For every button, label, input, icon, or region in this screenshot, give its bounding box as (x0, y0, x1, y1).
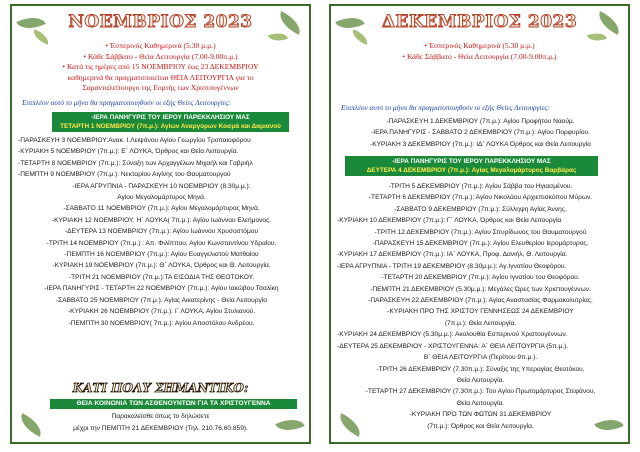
service-item: Αγίου Μεγαλομάρτυρος Μηνά. (117, 194, 206, 202)
service-item: -ΤΕΤΑΡΤΗ 8 ΝΟΕΜΒΡΙΟΥ (7π.μ.): Σύναξη των Αρχαγγέλων Μιχαήλ και Γαβριήλ (18, 159, 253, 167)
service-item: Β΄ ΘΕΙΑ ΛΕΙΤΟΥΡΓΙΑ (Περίπου 9π.μ.). (423, 354, 538, 362)
footer-line: Παρακαλείσθε όπως το δηλώσετε (111, 413, 210, 420)
service-item: -ΚΥΡΙΑΚΗ 5 ΝΟΕΜΒΡΙΟΥ (7π.μ.): Ε΄ ΛΟΥΚΑ, Όρθρος και Θεία Λειτουργία. (18, 148, 239, 156)
intro-notes (20, 41, 301, 94)
services-subtitle: Επιπλέον αυτό το μήνα θα πραγματοποιηθούν οι εξής Θείες Λειτουργίες: (22, 98, 231, 107)
feast-banner-line: ΤΕΤΑΡΤΗ 1 ΝΟΕΜΒΡΙΟΥ (7π.μ.): Αγίων Αναργύρων Κοσμά και Δαμιανού (60, 123, 281, 131)
service-item: -ΙΕΡΑ ΠΑΝΗΓΥΡΙΣ - ΣΑΒΒΑΤΟ 2 ΔΕΚΕΜΒΡΙΟΥ (7π.μ.): Αγίου Πορφυρίου. (371, 129, 590, 137)
page-title: ΔΕΚΕΜΒΡΙΟΣ 2023 (381, 12, 578, 32)
service-item: -ΣΑΒΒΑΤΟ 11 ΝΟΕΜΒΡΙΟΥ (7π.μ.): Αγίου Μεγαλομάρτυρος Μηνά. (63, 205, 260, 213)
intro-line: • Έσπερινός Καθημερινά (5.30 μ.μ.) (105, 41, 216, 50)
service-item: (7π.μ.): Θεία Λειτουργία. (444, 319, 517, 327)
intro-line: καθημερινά θα πραγματοποιείται ΘΕΙΑ ΛΕΙΤΟΥΡΓΙΑ για το (67, 72, 254, 82)
service-item: -ΠΕΜΠΤΗ 21 ΔΕΚΕΜΒΡΙΟΥ (5.30μ.μ.): Μεγάλες Ώρες των Χριστουγέννων. (370, 285, 591, 293)
intro-notes (339, 41, 620, 62)
communion-banner: ΘΕΙΑ ΚΟΙΝΩΝΙΑ ΤΩΝ ΑΣΘΕΝΟΥΝΤΩΝ ΓΙΑ ΤΑ ΧΡΙΣΤΟΥΓΕΝΝΑ (50, 399, 297, 409)
feast-banner-line: -ΙΕΡΑ ΠΑΝΗΓΥΡΙΣ ΤΟΥ ΙΕΡΟΥ ΠΑΡΕΚΚΛΗΣΙΟΥ ΜΑΣ (392, 158, 551, 165)
service-item: -ΚΥΡΙΑΚΗ 24 ΔΕΚΕΜΒΡΙΟΥ (5.30μ.μ.): Ακολουθία Εσπερινού Χριστουγέννων. (337, 331, 568, 339)
service-item: -ΚΥΡΙΑΚΗ 19 ΝΟΕΜΒΡΙΟΥ (7π.μ.): Θ΄ ΛΟΥΚΑ, Όρθρος και Θ. Λειτουργία. (52, 262, 271, 270)
service-item: -ΣΑΒΒΑΤΟ 25 ΝΟΕΜΒΡΙΟΥ (7π.μ.): Αγίας Αικατερίνης - Θεία Λειτουργία (55, 296, 268, 304)
service-item: -ΤΡΙΤΗ 14 ΝΟΕΜΒΡΙΟΥ (7π.μ.) : Απ. Φιλίππου, Αγίου Κωνσταντίνου Υδραίου. (46, 239, 277, 247)
service-item: -ΙΕΡΑ ΠΑΝΗΓΥΡΙΣ - ΤΕΤΑΡΤΗ 22 ΝΟΕΜΒΡΙΟΥ (7π.μ.): Αγίου Ιακώβου Τσαλίκη (44, 285, 279, 293)
service-item: -ΚΥΡΙΑΚΗ ΠΡΟ ΤΩΝ ΦΩΤΩΝ 31 ΔΕΚΕΜΒΡΙΟΥ (409, 411, 552, 419)
intro-line: • Έσπερινός Καθημερινά (5.30 μ.μ.) (424, 41, 535, 50)
service-item: -ΚΥΡΙΑΚΗ 10 ΔΕΚΕΜΒΡΙΟΥ (7π.μ.): Γ΄ ΛΟΥΚΑ, Όρθρος και Θεία Λειτουργία (337, 217, 562, 225)
service-item: (7π.μ.): Όρθρος και Θεία Λειτουργία. (427, 422, 534, 430)
page-title: ΝΟΕΜΒΡΙΟΣ 2023 (68, 12, 253, 32)
service-item: -ΚΥΡΙΑΚΗ 17 ΔΕΚΕΜΒΡΙΟΥ (7π.μ.): ΙΑ΄ ΛΟΥΚΑ, Προφ. Δανιήλ, Θ. Λειτουργία. (337, 251, 568, 259)
service-item: -ΤΡΙΤΗ 5 ΔΕΚΕΜΒΡΙΟΥ (7π.μ.): Αγίου Σάββα του Ηγιασμένου. (388, 183, 573, 190)
december-page (329, 4, 630, 444)
important-heading: ΚΑΤΙ ΠΟΛΥ ΣΗΜΑΝΤΙΚΟ: (72, 381, 249, 395)
service-item: -ΠΑΡΑΣΚΕΥΗ 15 ΔΕΚΕΜΒΡΙΟΥ (7π.μ.): Αγίου Ελευθερίου Ιερομάρτυρος. (372, 240, 589, 248)
service-item: -ΚΥΡΙΑΚΗ 26 ΝΟΕΜΒΡΙΟΥ (7π.μ.): Ι΄ ΛΟΥΚΑ, Αγίου Στυλιανού. (67, 308, 256, 316)
service-item: -ΚΥΡΙΑΚΗ ΠΡΟ ΤΗΣ ΧΡΙΣΤΟΥ ΓΕΝΝΗΣΕΩΣ 24 ΔΕΚΕΜΒΡΙΟΥ (387, 308, 574, 316)
service-item: -ΠΕΜΠΤΗ 16 ΝΟΕΜΒΡΙΟΥ (7π.μ.): Αγίου Ευαγγελιστού Ματθαίου (64, 251, 259, 259)
feast-banner (345, 156, 598, 176)
service-item: -ΔΕΥΤΕΡΑ 25 ΔΕΚΕΜΒΡΙΟΥ - ΧΡΙΣΤΟΥΓΕΝΝΑ: Α΄ ΘΕΙΑ ΛΕΙΤΟΥΡΓΙΑ (5π.μ.). (337, 342, 569, 350)
service-item: -ΠΕΜΠΤΗ 9 ΝΟΕΜΒΡΙΟΥ (7π.μ.): Νεκταρίου Αιγίνης του Θαυματουργού (18, 171, 231, 179)
services-subtitle: Επιπλέον αυτό το μήνα θα πραγματοποιηθούν οι εξής Θείες Λειτουργίες: (341, 103, 550, 112)
service-item: -ΔΕΥΤΕΡΑ 13 ΝΟΕΜΒΡΙΟΥ (7π.μ.): Αγίου Ιωάννου Χρυσοστόμου (64, 228, 259, 236)
service-item: -ΤΡΙΤΗ 12 ΔΕΚΕΜΒΡΙΟΥ (7π.μ.): Αγίου Σπυρίδωνος του Θαυματουργού (374, 228, 587, 236)
services-list (337, 181, 624, 432)
service-item: -ΙΕΡΑ ΑΓΡΥΠΝΙΑ - ΠΑΡΑΣΚΕΥΗ 10 ΝΟΕΜΒΡΙΟΥ (8.30μ.μ.): (72, 182, 251, 190)
service-item: -ΣΑΒΒΑΤΟ 9 ΔΕΚΕΜΒΡΙΟΥ (7π.μ.): Σύλληψη Αγίας Άννης. (394, 205, 567, 213)
service-item: -ΤΕΤΑΡΤΗ 6 ΔΕΚΕΜΒΡΙΟΥ (7π.μ.): Αγίου Νικολάου Αρχιεπισκόπου Μύρων. (368, 194, 593, 202)
intro-line: • Κάθε Σάββατο - Θεία Λειτουργία (7.00-9.00π.μ.) (83, 51, 238, 61)
november-page (10, 4, 311, 444)
service-item: -ΠΕΜΠΤΗ 30 ΝΟΕΜΒΡΙΟΥ( 7π.μ.): Αγίου Αποστόλου Ανδρέου. (68, 319, 255, 327)
service-item: -ΤΡΙΤΗ 21 ΝΟΕΜΒΡΙΟΥ (7π.μ.):ΤΑ ΕΙΣΟΔΙΑ ΤΗΣ ΘΕΟΤΟΚΟΥ. (68, 273, 255, 281)
service-item: -ΤΡΙΤΗ 26 ΔΕΚΕΜΒΡΙΟΥ (7.30π.μ.): Σύναξις της Υπεραγίας Θεοτόκου, (376, 365, 585, 373)
feast-banner-line: ΔΕΥΤΕΡΑ 4 ΔΕΚΕΜΒΡΙΟΥ (7π.μ.): Αγίας Μεγαλομάρτυρος Βαρβάρας (366, 167, 577, 175)
feast-banner-line: -ΙΕΡΑ ΠΑΝΗΓΥΡΙΣ ΤΟΥ ΙΕΡΟΥ ΠΑΡΕΚΚΛΗΣΙΟΥ ΜΑΣ (91, 114, 250, 121)
intro-line: Σαρανταλείτουργο της Εορτής των Χριστουγέννων (82, 83, 239, 93)
service-item: -ΤΕΤΑΡΤΗ 27 ΔΕΚΕΜΒΡΙΟΥ (7.30π.μ.): Του Αγίου Πρωτομάρτυρος Στεφάνου, (365, 388, 596, 396)
service-item: Θεία Λειτουργία. (456, 376, 505, 384)
services-list-top (337, 116, 624, 150)
intro-line: • Κατά τις ημέρες από 15 ΝΟΕΜΒΡΙΟΥ έως 23 ΔΕΚΕΜΒΡΙΟΥ (62, 62, 259, 72)
service-item: -ΚΥΡΙΑΚΗ 3 ΔΕΚΕΜΒΡΙΟΥ (7π.μ.): ΙΔ΄ ΛΟΥΚΑ Όρθρος και Θεία Λειτουργία (370, 140, 591, 148)
services-list (18, 135, 305, 329)
service-item: -ΠΑΡΑΣΚΕΥΗ 3 ΝΟΕΜΒΡΙΟΥ:Ανακ. Ι.Λειψάνου Αγίου Γεωργίου Τροπαιοφόρου (18, 137, 251, 144)
service-item: Θεία Λειτουργία. (456, 399, 505, 407)
service-item: -ΤΕΤΑΡΤΗ 20 ΔΕΚΕΜΒΡΙΟΥ (7π.μ.): Αγίου Ιγνατίου του Θεοφόρου. (381, 274, 580, 282)
service-item: -ΠΑΡΑΣΚΕΥΗ 22 ΔΕΚΕΜΒΡΙΟΥ (7π.μ.): Αγίας Αναστασίας Φαρμακολυτρίας. (368, 297, 593, 305)
service-item: -ΚΥΡΙΑΚΗ 12 ΝΟΕΜΒΡΙΟΥ: Η΄ ΛΟΥΚΑ( 7π.μ.): Αγίου Ιωάννου Ελεήμονος. (51, 216, 272, 224)
service-item: -ΠΑΡΑΣΚΕΥΗ 1 ΔΕΚΕΜΒΡΙΟΥ (7π.μ.): Αγίου Προφήτου Ναούμ. (386, 118, 575, 125)
feast-banner (52, 112, 289, 132)
intro-line: • Κάθε Σάββατο - Θεία Λειτουργία (7.00-9.00π.μ.) (402, 51, 557, 61)
service-item: -ΙΕΡΑ ΑΓΡΥΠΝΙΑ - ΤΡΙΤΗ 19 ΔΕΚΕΜΒΡΙΟΥ (8.30μ.μ.): Αγ.Ιγνατίου Θεοφόρου. (337, 262, 567, 270)
footer-line: μέχρι την ΠΕΜΠΤΗ 21 ΔΕΚΕΜΒΡΙΟΥ (Τηλ. 210.76.60.859). (73, 425, 248, 432)
